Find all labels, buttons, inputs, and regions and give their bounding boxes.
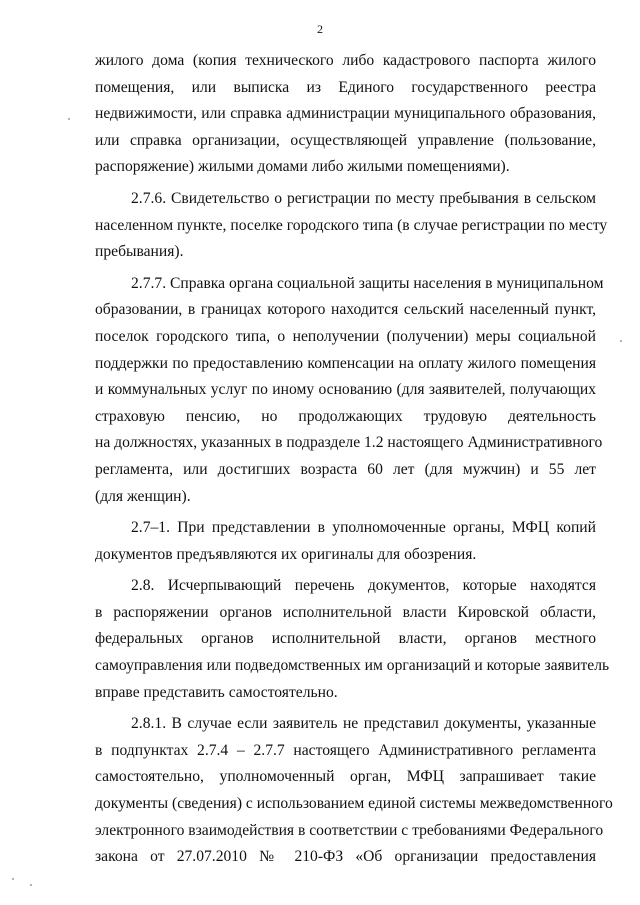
text-line: закона от 27.07.2010 № 210-ФЗ «Об организации предоставления <box>95 848 596 866</box>
text-line: 2.7–1. При представлении в уполномоченные органы, МФЦ копий <box>131 519 596 537</box>
scan-speck <box>620 340 622 342</box>
text-line: регламента, или достигших возраста 60 лет (для мужчин) и 55 лет <box>95 460 596 478</box>
page-number: 2 <box>317 22 323 36</box>
text-line: 2.8. Исчерпывающий перечень документов, которые находятся <box>131 577 596 595</box>
text-line: документы (сведения) с использованием единой системы межведомственного <box>95 795 613 813</box>
text-line: 2.8.1. В случае если заявитель не представил документы, указанные <box>131 715 596 733</box>
paragraph-continuation <box>95 48 596 181</box>
paragraph-2-7-6 <box>95 186 608 266</box>
text-line: страховую пенсию, но продолжающих трудовую деятельность <box>95 407 596 425</box>
text-line: недвижимости, или справка администрации муниципального образования, <box>95 105 596 123</box>
text-line: и коммунальных услуг по иному основанию (для заявителей, получающих <box>95 381 596 399</box>
text-line: поддержки по предоставлению компенсации на оплату жилого помещения <box>95 354 596 372</box>
text-line: помещения, или выписка из Единого государственного реестра <box>95 78 596 96</box>
text-line: самоуправления или подведомственных им организаций и которые заявитель <box>95 657 610 675</box>
text-line: электронного взаимодействия в соответствии с требованиями Федерального <box>95 821 604 839</box>
scan-speck <box>12 878 14 880</box>
text-line: в подпунктах 2.7.4 – 2.7.7 настоящего Административного регламента <box>95 741 596 759</box>
paragraph-2-8 <box>95 573 610 706</box>
text-line: жилого дома (копия технического либо кадастрового паспорта жилого <box>95 52 596 69</box>
text-line: пребывания). <box>95 243 184 261</box>
paragraph-2-7-1 <box>95 515 596 568</box>
text-line: распоряжение) жилыми домами либо жилыми помещениями). <box>95 158 510 176</box>
text-line: на должностях, указанных в подразделе 1.2 настоящего Административного <box>95 434 603 452</box>
text-line: самостоятельно, уполномоченный орган, МФЦ запрашивает такие <box>95 768 596 786</box>
text-line: поселок городского типа, о неполучении (получении) меры социальной <box>95 327 596 345</box>
text-line: документов предъявляются их оригиналы для обозрения. <box>95 545 477 563</box>
text-line: или справка организации, осуществляющей управление (пользование, <box>95 131 596 149</box>
text-line: 2.7.7. Справка органа социальной защиты населения в муниципальном <box>131 274 604 292</box>
document-body <box>95 48 613 871</box>
text-line: вправе представить самостоятельно. <box>95 683 338 701</box>
text-line: образовании, в границах которого находится сельский населенный пункт, <box>95 301 596 319</box>
paragraph-2-7-7 <box>95 271 604 510</box>
text-line: в распоряжении органов исполнительной власти Кировской области, <box>95 603 596 621</box>
text-line: (для женщин). <box>95 487 191 505</box>
text-line: 2.7.6. Свидетельство о регистрации по месту пребывания в сельском <box>131 189 596 207</box>
text-line: федеральных органов исполнительной власти, органов местного <box>95 630 596 648</box>
scan-speck <box>68 118 70 120</box>
text-line: населенном пункте, поселке городского типа (в случае регистрации по месту <box>95 216 608 234</box>
scan-speck <box>30 884 32 886</box>
paragraph-2-8-1 <box>95 711 613 871</box>
